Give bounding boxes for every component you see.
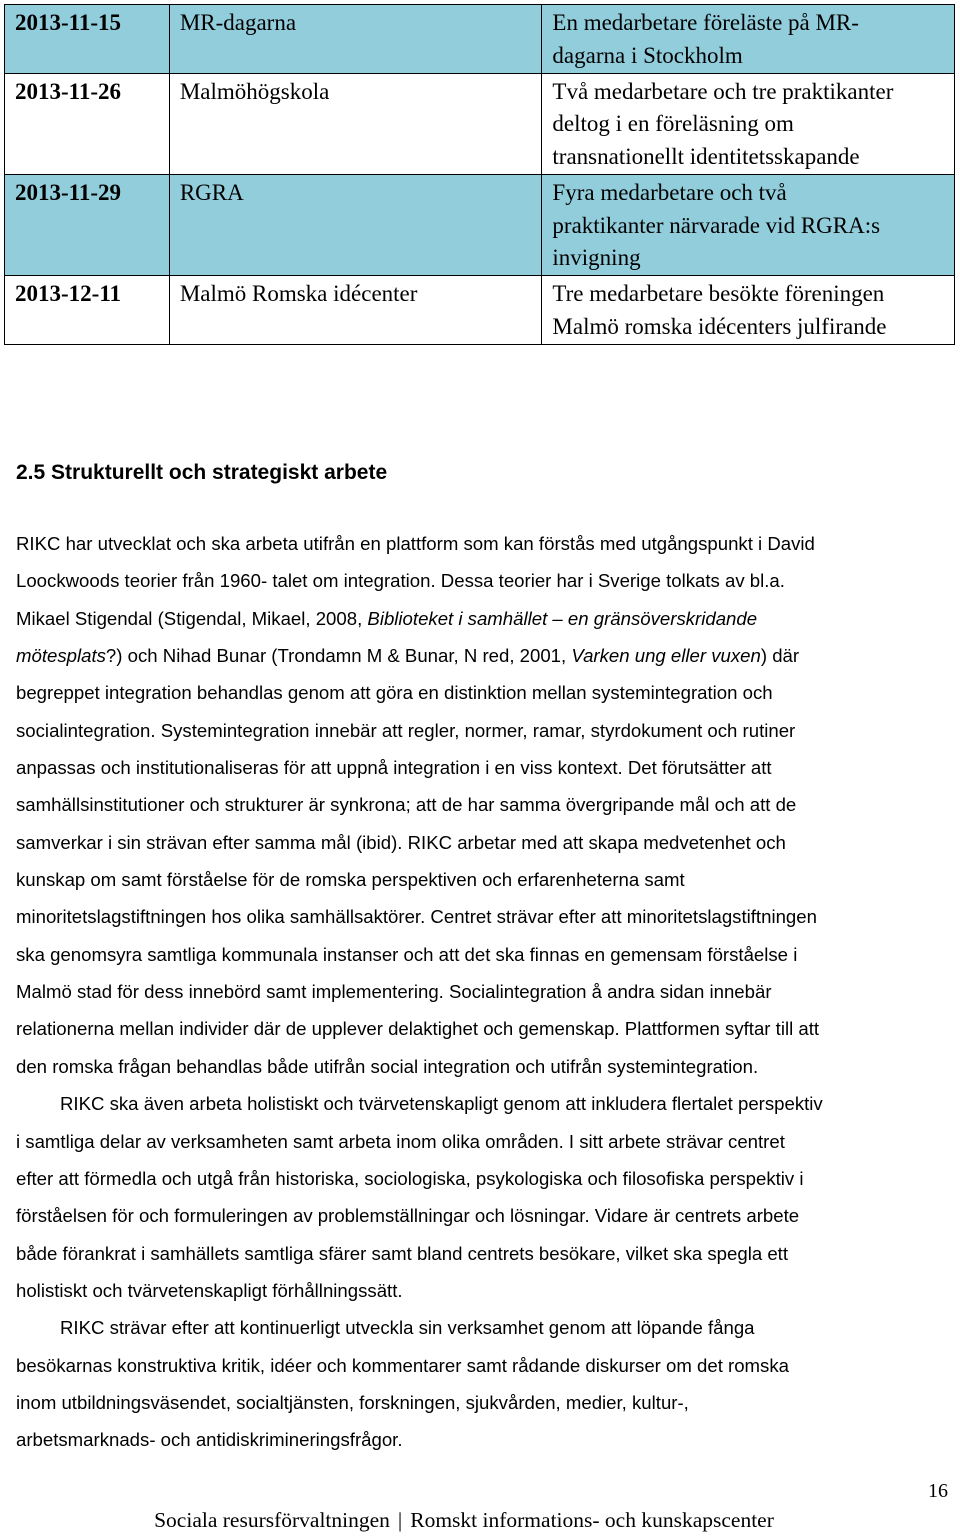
paragraph-holistic <box>16 1085 956 1309</box>
text-line: ska genomsyra samtliga kommunala instanser och att det ska finnas en gemensam förståelse i <box>16 943 798 965</box>
text-line: förståelsen för och formuleringen av problemställningar och lösningar. Vidare är centrets arbete <box>16 1205 800 1227</box>
place-cell: RGRA <box>169 174 542 275</box>
footer-organization: Sociala resursförvaltningen <box>154 1508 390 1532</box>
text-line: minoritetslagstiftningen hos olika samhällsaktörer. Centret strävar efter att minoritetslagstiftningen <box>16 906 817 928</box>
page-footer <box>0 1505 928 1535</box>
text-line: inom utbildningsväsendet, socialtjänsten, forskningen, sjukvården, medier, kultur-, <box>16 1391 689 1413</box>
date-cell: 2013-12-11 <box>5 276 170 345</box>
book-title: Varken ung eller vuxen <box>571 645 761 667</box>
description-cell <box>542 174 955 275</box>
description-line: transnationellt identitetsskapande <box>552 144 860 169</box>
book-title: mötesplats <box>16 645 106 667</box>
date-cell: 2013-11-15 <box>5 5 170 74</box>
description-line: Fyra medarbetare och två <box>552 179 787 205</box>
description-line: Malmö romska idécenters julfirande <box>552 313 887 339</box>
text-line: arbetsmarknads- och antidiskrimineringsfrågor. <box>16 1429 403 1451</box>
table-row <box>5 276 955 345</box>
text-line: relationerna mellan individer där de upplever delaktighet och gemenskap. Plattformen syftar till att <box>16 1018 820 1040</box>
description-line: praktikanter närvarade vid RGRA:s <box>552 212 881 238</box>
text-line: efter att förmedla och utgå från historiska, sociologiska, psykologiska och filosofiska perspektiv i <box>16 1167 804 1189</box>
text-line: socialintegration. Systemintegration innebär att regler, normer, ramar, styrdokument och rutiner <box>16 719 796 741</box>
description-line: dagarna i Stockholm <box>552 42 743 68</box>
text-line: Loockwoods teorier från 1960- talet om integration. Dessa teorier har i Sverige tolkats av bl.a. <box>16 570 785 592</box>
footer-separator: | <box>397 1508 403 1532</box>
description-line: Två medarbetare och tre praktikanter <box>552 78 894 104</box>
text-line: samhällsinstitutioner och strukturer är synkrona; att de har samma övergripande mål och att de <box>16 794 797 816</box>
paragraph-development <box>16 1309 956 1458</box>
footer-center-name: Romskt informations- och kunskapscenter <box>410 1508 774 1532</box>
text-line: kunskap om samt förståelse för de romska perspektiven och erfarenheterna samt <box>16 869 685 891</box>
description-cell <box>542 73 955 174</box>
text-line: holistiskt och tvärvetenskapligt förhållningssätt. <box>16 1279 403 1301</box>
text-line: begreppet integration behandlas genom att göra en distinktion mellan systemintegration och <box>16 682 773 704</box>
text-line: den romska frågan behandlas både utifrån social integration och utifrån systemintegration. <box>16 1055 759 1077</box>
date-cell: 2013-11-26 <box>5 73 170 174</box>
text-line: RIKC strävar efter att kontinuerligt utveckla sin verksamhet genom att löpande fånga <box>60 1317 755 1339</box>
text-line: samverkar i sin strävan efter samma mål (ibid). RIKC arbetar med att skapa medvetenhet och <box>16 831 786 853</box>
description-cell <box>542 276 955 345</box>
text-line: RIKC ska även arbeta holistiskt och tvärvetenskapligt genom att inkludera flertalet perspektiv <box>60 1093 823 1115</box>
paragraph-integration <box>16 525 956 1085</box>
table-row <box>5 73 955 174</box>
section-body <box>16 525 956 1459</box>
place-cell: Malmöhögskola <box>169 73 542 174</box>
page-number: 16 <box>928 1480 948 1502</box>
place-cell: Malmö Romska idécenter <box>169 276 542 345</box>
text-line: i samtliga delar av verksamheten samt arbeta inom olika områden. I sitt arbete strävar centret <box>16 1130 785 1152</box>
description-line: Tre medarbetare besökte föreningen <box>552 281 885 306</box>
description-line: invigning <box>552 245 641 271</box>
place-cell: MR-dagarna <box>169 5 542 74</box>
table-row <box>5 174 955 275</box>
activities-table <box>4 4 955 345</box>
section-heading: 2.5 Strukturellt och strategiskt arbete <box>16 461 388 484</box>
text-line: Malmö stad för dess innebörd samt implementering. Socialintegration å andra sidan innebär <box>16 981 772 1003</box>
text-segment: ) där <box>760 645 800 667</box>
text-line: RIKC har utvecklat och ska arbeta utifrån en plattform som kan förstås med utgångspunkt i David <box>16 533 815 554</box>
description-line: En medarbetare föreläste på MR- <box>552 10 859 35</box>
table-row <box>5 5 955 74</box>
text-line: både förankrat i samhällets samtliga sfärer samt bland centrets besökare, vilket ska spegla ett <box>16 1242 789 1264</box>
text-segment: ?) och Nihad Bunar (Trondamn M & Bunar, N red, 2001, <box>105 645 572 667</box>
description-line: deltog i en föreläsning om <box>552 111 794 137</box>
description-cell <box>542 5 955 74</box>
date-cell: 2013-11-29 <box>5 174 170 275</box>
text-line: besökarnas konstruktiva kritik, idéer och kommentarer samt rådande diskurser om det romska <box>16 1354 789 1376</box>
text-line: anpassas och institutionaliseras för att uppnå integration i en viss kontext. Det förutsätter att <box>16 757 772 779</box>
text-segment: Mikael Stigendal (Stigendal, Mikael, 2008, <box>16 607 368 629</box>
book-title: Biblioteket i samhället – en gränsöverskridande <box>367 607 758 629</box>
